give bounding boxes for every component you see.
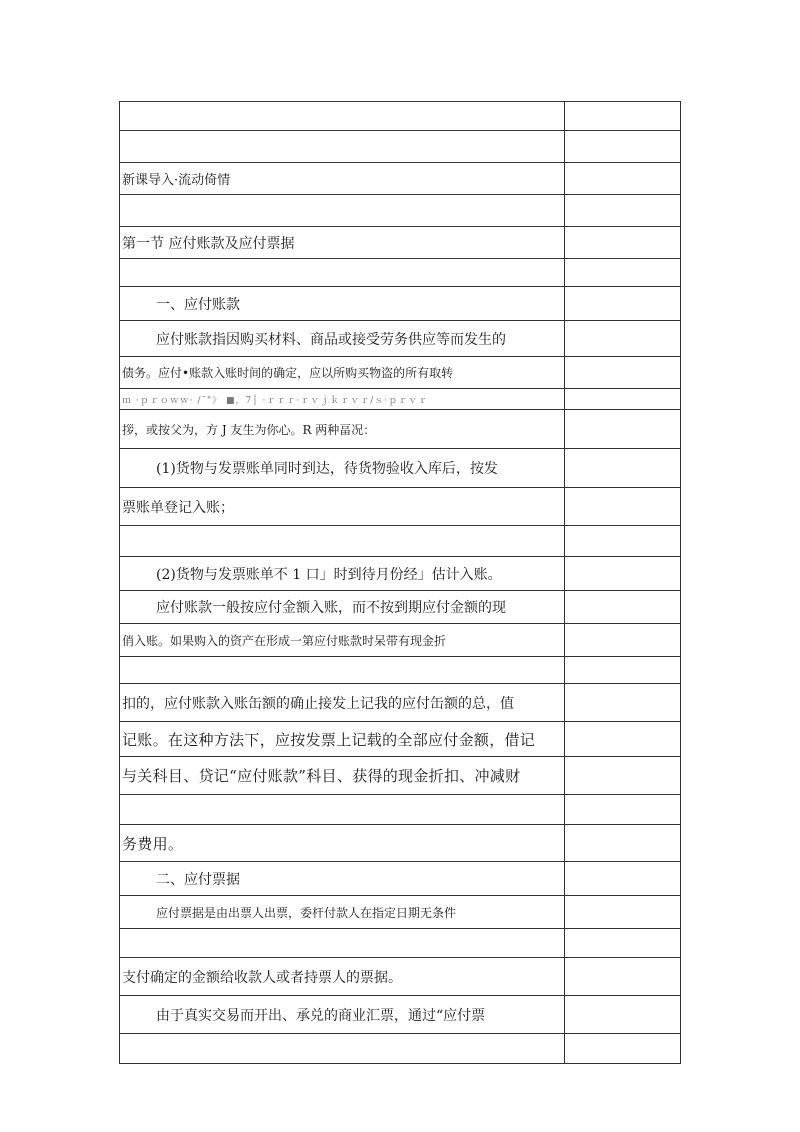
table-cell — [120, 131, 565, 163]
table-cell — [120, 389, 565, 410]
paragraph-line: 扣的，应付账款入账缶额的确止接发上记我的应付缶额的总，值 — [122, 695, 514, 712]
table-side-cell — [565, 389, 681, 410]
table-side-cell — [565, 896, 681, 929]
table-row — [120, 321, 681, 357]
table-side-cell — [565, 591, 681, 624]
table-side-cell — [565, 757, 681, 795]
table-cell — [120, 287, 565, 321]
table-cell — [120, 657, 565, 684]
table-cell — [120, 591, 565, 624]
table-side-cell — [565, 227, 681, 259]
table-side-cell — [565, 862, 681, 896]
table-row — [120, 102, 681, 131]
table-side-cell — [565, 131, 681, 163]
table-cell — [120, 1034, 565, 1064]
table-row — [120, 825, 681, 862]
table-row — [120, 357, 681, 389]
table-row — [120, 684, 681, 722]
table-side-cell — [565, 624, 681, 657]
paragraph-line: 应付账款指因购买材料、商品或接受劳务供应等而发生的 — [156, 331, 506, 348]
table-cell — [120, 958, 565, 996]
table-row — [120, 996, 681, 1034]
table-side-cell — [565, 357, 681, 389]
paragraph-line: 应付票据是由出票人出票，委杆付款人在指定日期无条件 — [156, 905, 457, 920]
table-side-cell — [565, 259, 681, 287]
table-row — [120, 163, 681, 195]
document-table — [119, 101, 681, 1064]
table-cell — [120, 195, 565, 227]
paragraph-line: (1)货物与发票账单同时到达，待货物验收入库后，按发 — [156, 461, 498, 477]
table-row — [120, 227, 681, 259]
table-side-cell — [565, 557, 681, 591]
table-row — [120, 795, 681, 825]
table-row — [120, 1034, 681, 1064]
subsection-heading: 一、应付账款 — [156, 296, 240, 313]
table-row — [120, 526, 681, 557]
table-cell — [120, 684, 565, 722]
table-cell — [120, 321, 565, 357]
table-side-cell — [565, 287, 681, 321]
table-side-cell — [565, 795, 681, 825]
subsection-heading: 二、应付票据 — [156, 871, 240, 888]
table-cell — [120, 996, 565, 1034]
table-row — [120, 410, 681, 449]
table-side-cell — [565, 321, 681, 357]
table-cell — [120, 757, 565, 795]
paragraph-line: 债务。应付•账款入账时间的确定，应以所购买物盗的所有取转 — [122, 366, 454, 380]
table-side-cell — [565, 102, 681, 131]
table-row — [120, 958, 681, 996]
table-row — [120, 131, 681, 163]
table-row — [120, 591, 681, 624]
table-row — [120, 389, 681, 410]
table-cell — [120, 410, 565, 449]
table-cell — [120, 862, 565, 896]
table-row — [120, 287, 681, 321]
paragraph-line: 俏入账。如果购入的资产在形成一第应付账款时呆带有现金折 — [122, 633, 447, 648]
paragraph-line: 应付账款一般按应付金额入账，而不按到期应付金额的现 — [156, 600, 506, 616]
table-side-cell — [565, 163, 681, 195]
table-cell — [120, 227, 565, 259]
table-side-cell — [565, 657, 681, 684]
table-cell — [120, 259, 565, 287]
table-cell — [120, 102, 565, 131]
table-cell — [120, 557, 565, 591]
table-row — [120, 259, 681, 287]
table-row — [120, 195, 681, 227]
table-cell — [120, 896, 565, 929]
paragraph-line: 由于真实交易而开出、承兑的商业汇票，通过“应付票 — [156, 1007, 486, 1024]
table-row — [120, 449, 681, 488]
table-side-cell — [565, 410, 681, 449]
table-side-cell — [565, 929, 681, 958]
table-cell — [120, 163, 565, 195]
paragraph-line: 票账单登记入账； — [122, 499, 234, 516]
table-row — [120, 722, 681, 757]
table-cell — [120, 357, 565, 389]
table-side-cell — [565, 958, 681, 996]
table-cell — [120, 929, 565, 958]
table-row — [120, 896, 681, 929]
paragraph-line: 支付确定的金额给收款人或者持票人的票据。 — [122, 969, 402, 986]
garbled-line: ｍ ·ｐｒｏｗｗ· /ˉ"》 ■，7│ ·ｒｒｒ·ｒｖｊｋｒｖｒ/ｓ·ｐｒｖｒ — [122, 395, 429, 406]
section-intro-text: 新课导入·流动倚情 — [122, 173, 231, 188]
table-cell — [120, 825, 565, 862]
table-row — [120, 862, 681, 896]
table-side-cell — [565, 195, 681, 227]
table-side-cell — [565, 1034, 681, 1064]
table-row — [120, 657, 681, 684]
table-side-cell — [565, 996, 681, 1034]
table-cell — [120, 722, 565, 757]
table-cell — [120, 795, 565, 825]
table-row — [120, 624, 681, 657]
table-cell — [120, 526, 565, 557]
paragraph-line: (2)货物与发票账单不 1 口」时到待月份经」估计入账。 — [156, 566, 502, 583]
table-cell — [120, 449, 565, 488]
table-side-cell — [565, 684, 681, 722]
paragraph-line: 务费用。 — [122, 834, 184, 853]
table-side-cell — [565, 825, 681, 862]
table-cell — [120, 488, 565, 526]
table-side-cell — [565, 488, 681, 526]
table-side-cell — [565, 722, 681, 757]
table-row — [120, 757, 681, 795]
paragraph-line: 拶，或按父为，方 J 友生为你心。R 两种畐况： — [122, 422, 376, 437]
table-side-cell — [565, 449, 681, 488]
paragraph-line: 记账。在这种方法下，应按发票上记载的全部应付金额，借记 — [122, 730, 536, 749]
table-cell — [120, 624, 565, 657]
paragraph-line: 与关科目、贷记“应付账款”科目、获得的现金折扣、冲减财 — [122, 767, 521, 785]
table-row — [120, 929, 681, 958]
table-side-cell — [565, 526, 681, 557]
section-heading: 第一节 应付账款及应付票据 — [122, 235, 295, 252]
table-row — [120, 557, 681, 591]
table-row — [120, 488, 681, 526]
